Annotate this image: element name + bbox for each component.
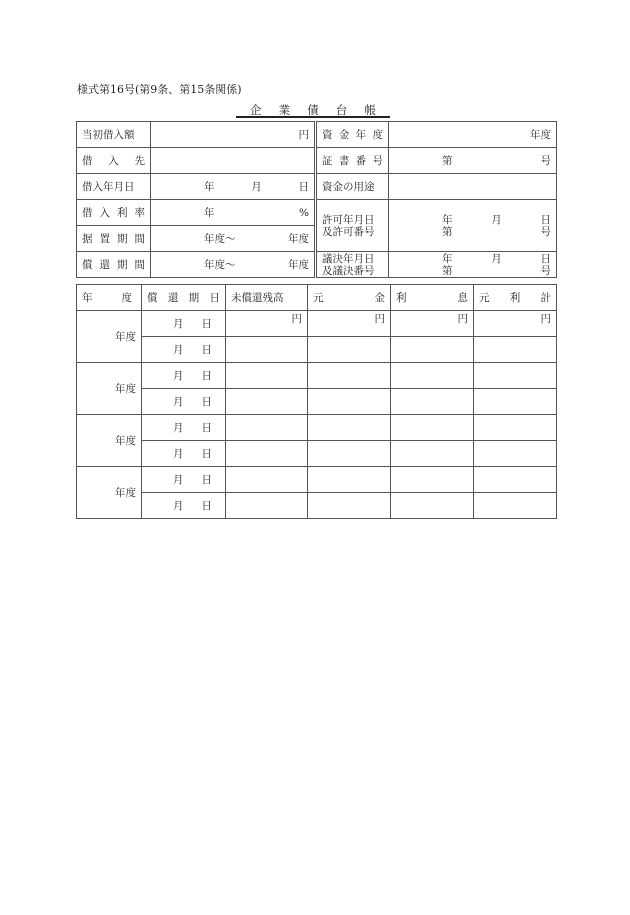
total-cell[interactable]: [474, 415, 557, 441]
total-cell[interactable]: [474, 363, 557, 389]
label-char: 置: [99, 232, 110, 245]
total-cell[interactable]: [474, 389, 557, 415]
label-char: 証: [322, 154, 333, 167]
balance-cell[interactable]: [226, 493, 308, 519]
label-char: 利: [117, 206, 128, 219]
header-char: 還: [167, 291, 179, 304]
balance-cell[interactable]: [226, 441, 308, 467]
day-unit: 日: [201, 343, 212, 356]
month-unit: 月: [173, 499, 184, 512]
number-suffix: 号: [540, 154, 551, 167]
day-unit: 日: [540, 213, 551, 226]
month-unit: 月: [251, 180, 262, 193]
fund-year-field[interactable]: [389, 122, 557, 148]
year-unit: 年: [204, 206, 215, 219]
month-unit: 月: [173, 421, 184, 434]
fund-use-label: 資金の用途: [317, 174, 389, 200]
resolution-field[interactable]: [389, 252, 557, 278]
title-char: 台: [335, 103, 348, 117]
total-header: [474, 285, 557, 311]
label-char: 号: [372, 154, 383, 167]
lender-label: [77, 148, 151, 174]
label-char: 番: [355, 154, 367, 167]
year-unit: 年: [204, 180, 215, 193]
month-unit: 月: [173, 473, 184, 486]
principal-cell[interactable]: [308, 493, 391, 519]
title-char: 業: [278, 103, 291, 117]
resolution-label: [317, 252, 389, 278]
permit-label: [317, 200, 389, 252]
schedule-header-row: [77, 285, 557, 311]
borrow-date-label: 借入年月日: [77, 174, 151, 200]
balance-cell[interactable]: [226, 415, 308, 441]
interest-cell[interactable]: [391, 441, 474, 467]
label-char: 度: [372, 128, 383, 141]
label-char: 年: [355, 128, 367, 141]
total-cell[interactable]: 円: [474, 311, 557, 337]
interest-cell[interactable]: [391, 467, 474, 493]
total-cell[interactable]: [474, 337, 557, 363]
interest-cell[interactable]: [391, 493, 474, 519]
initial-amount-field[interactable]: [151, 122, 315, 148]
month-unit: 月: [173, 395, 184, 408]
period-to: 年度: [288, 258, 309, 271]
repay-date-cell[interactable]: [142, 415, 226, 441]
day-unit: 日: [201, 317, 212, 330]
table-row: [77, 337, 557, 363]
balance-cell[interactable]: [226, 467, 308, 493]
header-char: 利: [396, 291, 407, 304]
title-char: 債: [307, 103, 319, 117]
interest-cell[interactable]: [391, 389, 474, 415]
form-number-caption: 様式第16号(第9条、第15条関係): [77, 83, 242, 96]
cert-no-field[interactable]: [389, 148, 557, 174]
loan-summary-table: [76, 121, 557, 278]
label-char: 間: [134, 232, 145, 245]
resolution-number-label: 及議決番号: [322, 264, 375, 277]
period-to: 年度: [288, 232, 309, 245]
interest-rate-field[interactable]: [151, 200, 315, 226]
period-from: 年度〜: [204, 232, 236, 245]
lender-field[interactable]: [151, 148, 315, 174]
year-unit: 年: [442, 213, 453, 226]
header-char: 息: [457, 291, 468, 304]
label-char: 償: [82, 258, 93, 271]
total-cell[interactable]: [474, 467, 557, 493]
month-unit: 月: [173, 447, 184, 460]
day-unit: 日: [201, 447, 212, 460]
repay-date-cell[interactable]: [142, 467, 226, 493]
header-char: 日: [209, 291, 220, 304]
title-char: 帳: [364, 103, 376, 117]
principal-cell[interactable]: [308, 467, 391, 493]
header-char: 金: [374, 291, 385, 304]
principal-header: [308, 285, 391, 311]
label-char: 期: [117, 258, 128, 271]
principal-cell[interactable]: [308, 337, 391, 363]
fund-use-field[interactable]: [389, 174, 557, 200]
fiscal-year-unit: 年度: [530, 128, 551, 141]
interest-cell[interactable]: 円: [391, 311, 474, 337]
table-row: [77, 389, 557, 415]
month-unit: 月: [173, 369, 184, 382]
repayment-period-label: [77, 252, 151, 278]
label-char: 据: [82, 232, 93, 245]
repay-date-cell[interactable]: [142, 311, 226, 337]
interest-cell[interactable]: [391, 415, 474, 441]
label-char: 借: [82, 206, 93, 219]
number-prefix: 第: [442, 225, 453, 238]
header-char: 償: [147, 291, 158, 304]
interest-cell[interactable]: [391, 337, 474, 363]
table-row: [77, 493, 557, 519]
year-unit: 年: [442, 252, 453, 265]
principal-cell[interactable]: [308, 415, 391, 441]
table-row: [77, 311, 557, 337]
interest-cell[interactable]: [391, 363, 474, 389]
label-char: 率: [134, 206, 145, 219]
header-char: 利: [509, 291, 521, 304]
fiscal-year-cell[interactable]: 年度: [77, 363, 142, 415]
header-char: 度: [121, 291, 132, 304]
header-char: 元: [313, 291, 324, 304]
permit-date-label: 許可年月日: [322, 213, 375, 226]
percent-unit: %: [299, 206, 309, 219]
label-char: 期: [117, 232, 128, 245]
balance-cell[interactable]: [226, 389, 308, 415]
fiscal-year-cell[interactable]: 年度: [77, 415, 142, 467]
repayment-schedule-table: [76, 284, 557, 519]
table-row: [77, 363, 557, 389]
label-char: 書: [338, 154, 350, 167]
title-char: 企: [250, 103, 262, 117]
fiscal-year-cell[interactable]: 年度: [77, 311, 142, 363]
period-from: 年度〜: [204, 258, 236, 271]
balance-cell[interactable]: 円: [226, 311, 308, 337]
yen-unit: 円: [298, 128, 309, 141]
number-suffix: 号: [540, 225, 551, 238]
month-unit: 月: [491, 252, 502, 265]
table-row: [77, 467, 557, 493]
number-prefix: 第: [442, 154, 453, 167]
deferment-period-field[interactable]: [151, 226, 315, 252]
label-char: 入: [99, 206, 110, 219]
day-unit: 日: [201, 499, 212, 512]
deferment-period-label: [77, 226, 151, 252]
month-unit: 月: [491, 213, 502, 226]
principal-cell[interactable]: [308, 441, 391, 467]
label-char: 入: [108, 154, 119, 167]
table-row: [77, 415, 557, 441]
label-char: 先: [134, 154, 145, 167]
month-unit: 月: [173, 343, 184, 356]
cert-no-label: [317, 148, 389, 174]
number-prefix: 第: [442, 264, 453, 277]
label-char: 還: [99, 258, 110, 271]
label-char: 資: [322, 128, 333, 141]
repay-date-cell[interactable]: [142, 389, 226, 415]
label-char: 借: [82, 154, 93, 167]
table-row: [77, 441, 557, 467]
header-char: 年: [82, 291, 93, 304]
principal-cell[interactable]: [308, 389, 391, 415]
repayment-period-field[interactable]: [151, 252, 315, 278]
day-unit: 日: [201, 473, 212, 486]
permit-number-label: 及許可番号: [322, 225, 375, 238]
initial-amount-label: 当初借入額: [77, 122, 151, 148]
month-unit: 月: [173, 317, 184, 330]
year-header: [77, 285, 142, 311]
repay-date-cell[interactable]: [142, 337, 226, 363]
balance-cell[interactable]: [226, 337, 308, 363]
ledger-title: [236, 103, 390, 118]
balance-cell[interactable]: [226, 363, 308, 389]
day-unit: 日: [298, 180, 309, 193]
principal-cell[interactable]: [308, 363, 391, 389]
repay-date-header: [142, 285, 226, 311]
day-unit: 日: [201, 421, 212, 434]
label-char: 間: [134, 258, 145, 271]
label-char: 金: [338, 128, 350, 141]
principal-cell[interactable]: 円: [308, 311, 391, 337]
interest-header: [391, 285, 474, 311]
day-unit: 日: [201, 369, 212, 382]
total-cell[interactable]: [474, 493, 557, 519]
repay-date-cell[interactable]: [142, 493, 226, 519]
fund-year-label: [317, 122, 389, 148]
header-char: 元: [479, 291, 490, 304]
permit-field[interactable]: [389, 200, 557, 252]
header-char: 計: [540, 291, 551, 304]
number-suffix: 号: [540, 264, 551, 277]
borrow-date-field[interactable]: [151, 174, 315, 200]
header-char: 期: [188, 291, 200, 304]
balance-header: 未償還残高: [226, 285, 308, 311]
day-unit: 日: [540, 252, 551, 265]
repay-date-cell[interactable]: [142, 363, 226, 389]
resolution-date-label: 議決年月日: [322, 252, 375, 265]
total-cell[interactable]: [474, 441, 557, 467]
repay-date-cell[interactable]: [142, 441, 226, 467]
fiscal-year-cell[interactable]: 年度: [77, 467, 142, 519]
interest-rate-label: [77, 200, 151, 226]
day-unit: 日: [201, 395, 212, 408]
